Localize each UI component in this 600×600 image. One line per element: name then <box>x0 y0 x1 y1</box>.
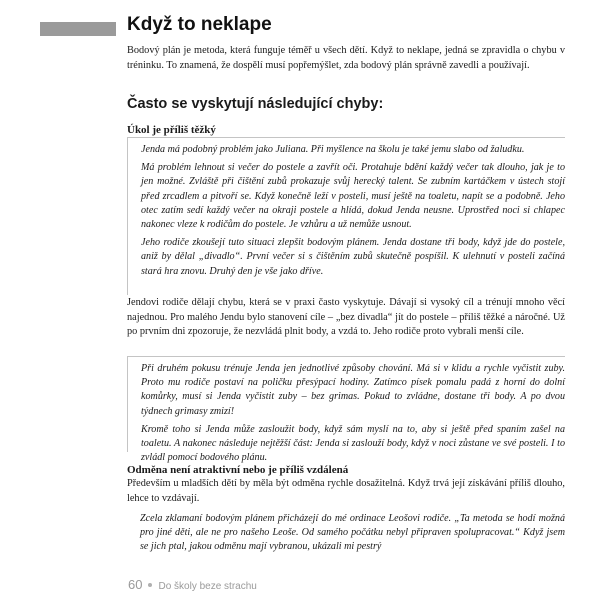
example-paragraph: Jenda má podobný problém jako Juliana. Při myšlence na školu je také jemu slabo od žaludku. <box>141 144 525 155</box>
example-paragraph: Má problém lehnout si večer do postele a zavřít oči. Protahuje bdění každý večer tak dlouho, jak je to jen možné. Zvláště při čištění zubů prokazuje svůj herecký talent. Se zubním kartáčkem v ústech stojí před zrcadlem a pitvoří se. Když konečně leží v posteli, musí ještě na toaletu, napít se a podobně. Jeho otec zatím sedí každý večer na okraji postele a hlídá, dokud Jenda neusne. Uprostřed noci si chlapec nakonec vleze k rodičům do postele. Je vzhůru a už nemůže usnout. <box>141 162 565 231</box>
example-box-2 <box>127 356 565 464</box>
body-paragraph-3: Především u mladších dětí by měla být odměna rychle dosažitelná. Když trvá její získávání příliš dlouho, lehce to vzdávají. <box>127 478 565 504</box>
example-paragraph: Při druhém pokusu trénuje Jenda jen jednotlivé způsoby chování. Má si v klidu a rychle vyčistit zuby. Proto mu rodiče postaví na poličku přesýpací hodiny. Zatímco písek pomalu padá z horní do dolní komůrky, musí si Jenda vyčistit zuby – bez grimas. Pokud to zvládne, dostane tři body. A po dvou týdnech grimasy zmizí! <box>141 363 565 417</box>
heading-accent-bar <box>40 22 116 36</box>
subsection-heading-2: Odměna není atraktivní nebo je příliš vzdálená <box>127 464 349 476</box>
page-footer <box>128 577 257 593</box>
chapter-heading: Když to neklape <box>127 14 272 35</box>
example-box-3 <box>127 512 565 555</box>
book-title: Do školy beze strachu <box>158 581 257 592</box>
bullet-dot-icon <box>148 583 152 587</box>
section-heading: Často se vyskytují následující chyby: <box>127 96 384 112</box>
page-number: 60 <box>128 577 143 592</box>
example-box-1 <box>127 137 565 295</box>
example-paragraph: Kromě toho si Jenda může zasloužit body, když sám myslí na to, aby si ještě před spaním zašel na toaletu. A nakonec následuje nejtěžší část: Jenda si zaslouží body, když v noci zůstane ve své posteli. I to zvládl pomocí bodového plánu. <box>141 423 565 464</box>
subsection-heading-1: Úkol je příliš těžký <box>127 124 216 136</box>
body-paragraph-2: Jendovi rodiče dělají chybu, která se v praxi často vyskytuje. Dávají si vysoký cíl a trénují mnoho věcí najednou. Pro malého Jendu bylo stanovení cíle – „bez divadla“ jít do postele – příliš těžké a náročné. Už po prvním dni zpozoruje, že nezvládá plnit body, a vzdá to. Jeho rodiče proto vybrali menší cíle. <box>127 297 565 337</box>
example-paragraph: Zcela zklamaní bodovým plánem přicházejí do mé ordinace Leošovi rodiče. „Ta metoda se hodí možná pro jiné děti, ale ne pro našeho Leoše. Od samého počátku nebyl připraven spolupracovat.“ Když jsem se jich ptal, jakou odměnu mají vybranou, ukázali mi pestrý <box>140 513 565 553</box>
example-paragraph: Jeho rodiče zkoušejí tuto situaci zlepšit bodovým plánem. Jenda dostane tři body, když jde do postele, aniž by dělal „divadlo“. První večer si s čištěním zubů skutečně pospíšil. K ulehnutí v posteli začíná stará hra znovu. Druhý den je vše jako dříve. <box>141 237 565 277</box>
intro-paragraph: Bodový plán je metoda, která funguje téměř u všech dětí. Když to neklape, jedná se zpravidla o chybu v tréninku. To znamená, že dospělí musí popřemýšlet, zda bodový plán správně zavedli a používají. <box>127 45 565 71</box>
